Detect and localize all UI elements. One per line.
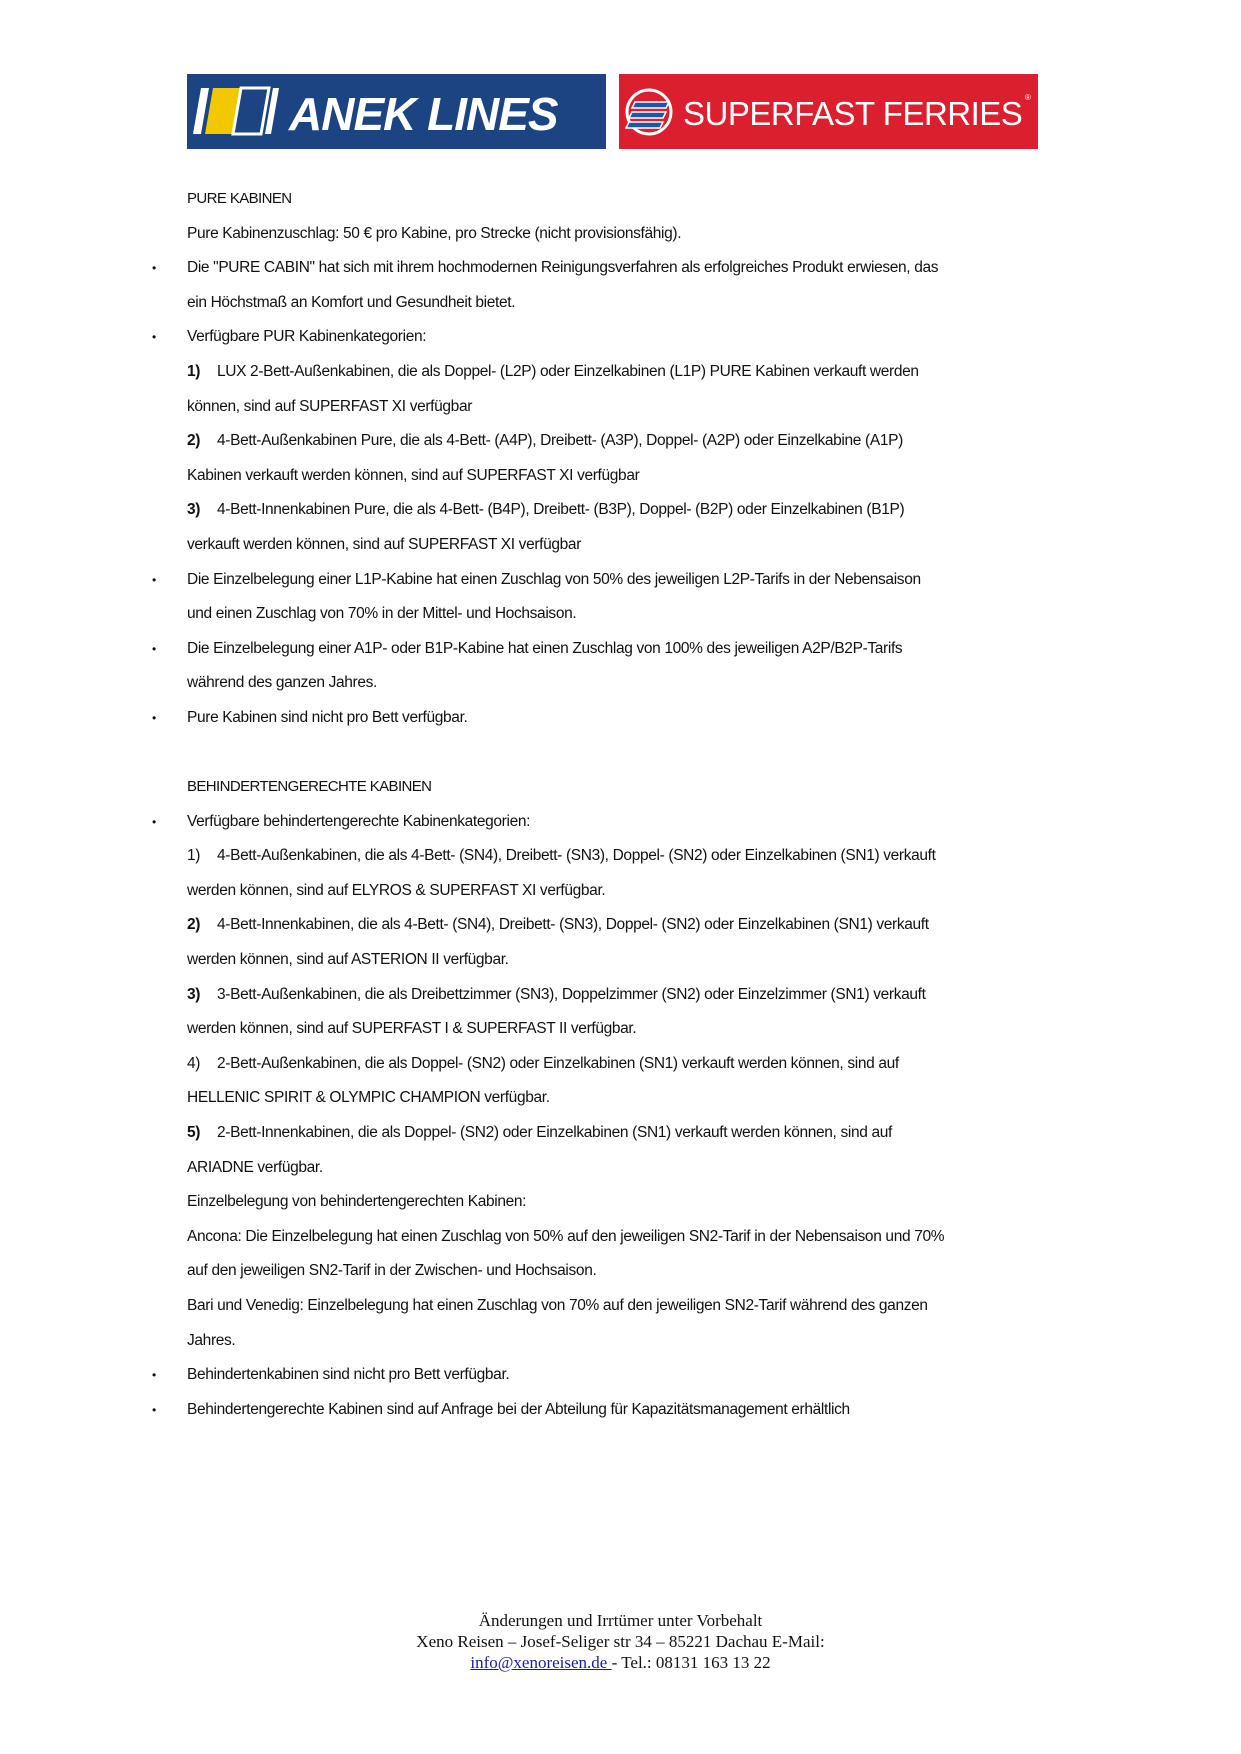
superfast-ferries-logo-graphic bbox=[619, 74, 1038, 149]
category-continuation: HELLENIC SPIRIT & OLYMPIC CHAMPION verfügbar. bbox=[187, 1089, 550, 1107]
category-continuation: werden können, sind auf SUPERFAST I & SUPERFAST II verfügbar. bbox=[187, 1020, 637, 1038]
ancona-rule-continuation: auf den jeweiligen SN2-Tarif in der Zwischen- und Hochsaison. bbox=[187, 1262, 597, 1280]
list-item bbox=[152, 251, 1057, 286]
section-heading-pure: PURE KABINEN bbox=[187, 190, 292, 207]
bullet-icon: • bbox=[152, 641, 156, 656]
bullet-icon: • bbox=[152, 330, 156, 345]
category-text: 4-Bett-Innenkabinen Pure, die als 4-Bett- (B4P), Dreibett- (B3P), Doppel- (B2P) oder Einzelkabinen (B1P) bbox=[217, 501, 905, 519]
list-item-continuation: während des ganzen Jahres. bbox=[187, 674, 377, 692]
category-continuation: verkauft werden können, sind auf SUPERFAST XI verfügbar bbox=[187, 535, 582, 553]
footer-disclaimer: Änderungen und Irrtümer unter Vorbehalt bbox=[478, 1611, 763, 1630]
registered-mark: ® bbox=[1025, 93, 1031, 102]
item-number: 3) bbox=[187, 501, 201, 519]
bullet-icon: • bbox=[152, 261, 156, 276]
ancona-rule: Ancona: Die Einzelbelegung hat einen Zuschlag von 50% auf den jeweiligen SN2-Tarif in der Nebensaison und 70% bbox=[187, 1227, 945, 1245]
category-item bbox=[187, 424, 1057, 459]
footer-phone: - Tel.: 08131 163 13 22 bbox=[611, 1653, 771, 1672]
pure-intro: Pure Kabinenzuschlag: 50 € pro Kabine, pro Strecke (nicht provisionsfähig). bbox=[187, 224, 682, 242]
category-item bbox=[187, 355, 1057, 390]
list-item bbox=[152, 805, 1057, 840]
category-continuation: können, sind auf SUPERFAST XI verfügbar bbox=[187, 397, 473, 415]
list-item-continuation: und einen Zuschlag von 70% in der Mittel- und Hochsaison. bbox=[187, 605, 577, 623]
list-item-text: Verfügbare behindertengerechte Kabinenkategorien: bbox=[187, 812, 531, 830]
category-item bbox=[187, 839, 1057, 874]
footer-address: Xeno Reisen – Josef-Seliger str 34 – 85221 Dachau E-Mail: bbox=[416, 1632, 825, 1651]
list-item-text: Die Einzelbelegung einer L1P-Kabine hat einen Zuschlag von 50% des jeweiligen L2P-Tarifs in der Nebensaison bbox=[187, 570, 921, 588]
bullet-icon: • bbox=[152, 1402, 156, 1417]
list-item-text: Behindertenkabinen sind nicht pro Bett verfügbar. bbox=[187, 1366, 510, 1384]
item-number: 1) bbox=[187, 847, 201, 865]
single-occupancy-heading: Einzelbelegung von behindertengerechten Kabinen: bbox=[187, 1193, 527, 1211]
bullet-icon: • bbox=[152, 814, 156, 829]
footer-contact bbox=[0, 1652, 1241, 1673]
category-text: 4-Bett-Außenkabinen Pure, die als 4-Bett- (A4P), Dreibett- (A3P), Doppel- (A2P) oder Einzelkabine (A1P) bbox=[217, 432, 903, 450]
page-footer bbox=[0, 1610, 1241, 1673]
list-item bbox=[152, 563, 1057, 598]
item-number: 2) bbox=[187, 432, 201, 450]
category-item bbox=[187, 1116, 1057, 1151]
category-text: 3-Bett-Außenkabinen, die als Dreibettzimmer (SN3), Doppelzimmer (SN2) oder Einzelzimmer (SN1) verkauft bbox=[217, 985, 926, 1003]
category-item bbox=[187, 978, 1057, 1013]
list-item bbox=[152, 320, 1057, 355]
category-continuation: werden können, sind auf ELYROS & SUPERFAST XI verfügbar. bbox=[187, 881, 606, 899]
category-text: 4-Bett-Außenkabinen, die als 4-Bett- (SN4), Dreibett- (SN3), Doppel- (SN2) oder Einzelkabinen (SN1) verkauft bbox=[217, 847, 936, 865]
document-body bbox=[152, 182, 1057, 1427]
item-number: 2) bbox=[187, 916, 201, 934]
spacer bbox=[187, 736, 1057, 771]
category-continuation: ARIADNE verfügbar. bbox=[187, 1158, 323, 1176]
list-item-text: Behindertengerechte Kabinen sind auf Anfrage bei der Abteilung für Kapazitätsmanagement erhältlich bbox=[187, 1400, 850, 1418]
category-text: 2-Bett-Außenkabinen, die als Doppel- (SN2) oder Einzelkabinen (SN1) verkauft werden können, sind auf bbox=[217, 1054, 899, 1072]
item-number: 3) bbox=[187, 985, 201, 1003]
anek-lines-logo bbox=[187, 74, 606, 149]
list-item bbox=[152, 1393, 1057, 1428]
item-number: 4) bbox=[187, 1054, 201, 1072]
list-item-text: Die "PURE CABIN" hat sich mit ihrem hochmodernen Reinigungsverfahren als erfolgreiches Produkt erwiesen, das bbox=[187, 259, 939, 277]
item-number: 1) bbox=[187, 362, 201, 380]
bari-venice-rule: Bari und Venedig: Einzelbelegung hat einen Zuschlag von 70% auf den jeweiligen SN2-Tarif während des ganzen bbox=[187, 1297, 928, 1314]
email-link[interactable]: info@xenoreisen.de bbox=[470, 1653, 612, 1672]
category-continuation: werden können, sind auf ASTERION II verfügbar. bbox=[187, 951, 509, 969]
item-number: 5) bbox=[187, 1124, 201, 1142]
list-item bbox=[152, 1358, 1057, 1393]
category-item bbox=[187, 908, 1057, 943]
anek-lines-logo-graphic bbox=[187, 74, 606, 149]
list-item bbox=[152, 701, 1057, 736]
bari-venice-rule-continuation: Jahres. bbox=[187, 1331, 236, 1349]
superfast-ferries-logo bbox=[619, 74, 1038, 149]
bullet-icon: • bbox=[152, 1368, 156, 1383]
category-continuation: Kabinen verkauft werden können, sind auf SUPERFAST XI verfügbar bbox=[187, 466, 640, 484]
category-text: 2-Bett-Innenkabinen, die als Doppel- (SN2) oder Einzelkabinen (SN1) verkauft werden können, sind auf bbox=[217, 1124, 892, 1142]
bullet-icon: • bbox=[152, 710, 156, 725]
list-item bbox=[152, 632, 1057, 667]
list-item-text: Verfügbare PUR Kabinenkategorien: bbox=[187, 328, 427, 346]
list-item-text: Die Einzelbelegung einer A1P- oder B1P-Kabine hat einen Zuschlag von 100% des jeweiligen A2P/B2P-Tarifs bbox=[187, 639, 903, 657]
superfast-ferries-logo-text: SUPERFAST FERRIES bbox=[683, 95, 1023, 132]
anek-lines-logo-text: ANEK LINES bbox=[289, 88, 558, 140]
bullet-icon: • bbox=[152, 572, 156, 587]
category-text: 4-Bett-Innenkabinen, die als 4-Bett- (SN4), Dreibett- (SN3), Doppel- (SN2) oder Einzelkabinen (SN1) verkauft bbox=[217, 916, 929, 934]
category-item bbox=[187, 493, 1057, 528]
section-heading-accessible: BEHINDERTENGERECHTE KABINEN bbox=[187, 778, 432, 796]
category-item bbox=[187, 1047, 1057, 1082]
list-item-text: Pure Kabinen sind nicht pro Bett verfügbar. bbox=[187, 708, 468, 726]
list-item-continuation: ein Höchstmaß an Komfort und Gesundheit bietet. bbox=[187, 293, 516, 311]
category-text: LUX 2-Bett-Außenkabinen, die als Doppel- (L2P) oder Einzelkabinen (L1P) PURE Kabinen verkauft werden bbox=[217, 362, 919, 380]
